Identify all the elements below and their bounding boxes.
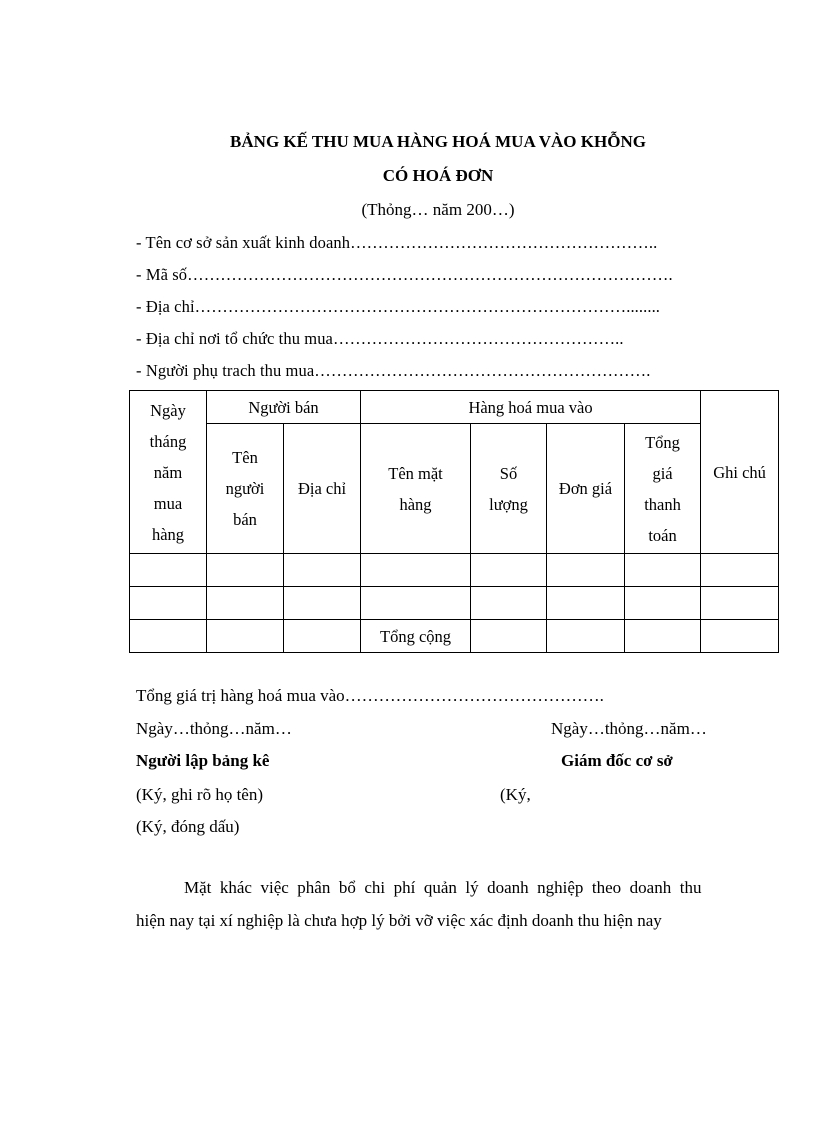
header-seller-name: Tên người bán [207, 424, 284, 554]
table-row [130, 587, 779, 620]
table-cell [130, 587, 207, 620]
table-cell [207, 620, 284, 653]
table-row [130, 554, 779, 587]
table-cell [361, 554, 471, 587]
total-value-line: Tổng giá trị hàng hoá mua vào………………………………………. [136, 686, 604, 705]
header-date: Ngày tháng năm mua hàng [130, 391, 207, 554]
header-quantity: Số lượng [471, 424, 547, 554]
table-cell [284, 554, 361, 587]
table-cell [130, 620, 207, 653]
date-right: Ngày…thỏng…năm… [551, 719, 707, 738]
field-purchase-manager: - Người phụ trach thu mua……………………………………………………. [136, 361, 651, 380]
date-left: Ngày…thỏng…năm… [136, 719, 292, 738]
table-cell [207, 554, 284, 587]
total-label: Tổng cộng [361, 620, 471, 653]
table-cell [284, 620, 361, 653]
table-cell [471, 554, 547, 587]
purchase-table [129, 390, 779, 653]
field-tax-code: - Mã số……………………………………………………………………………. [136, 265, 673, 284]
preparer-label: Người lập bảng kê [136, 751, 270, 770]
director-label: Giám đốc cơ sở [561, 751, 673, 770]
table-cell [471, 620, 547, 653]
table-cell [547, 554, 625, 587]
table-cell [625, 587, 701, 620]
document-title-line2: CÓ HOÁ ĐƠN [382, 166, 494, 185]
header-goods: Hàng hoá mua vào [361, 391, 701, 424]
table-cell [130, 554, 207, 587]
header-item-name: Tên mặt hàng [361, 424, 471, 554]
table-cell [625, 620, 701, 653]
header-total-price: Tổng giá thanh toán [625, 424, 701, 554]
paragraph-line1: Mặt khác việc phân bổ chi phí quản lý doanh nghiệp theo doanh thu [184, 878, 702, 897]
table-cell [471, 587, 547, 620]
table-cell [361, 587, 471, 620]
field-address: - Địa chỉ……………………………………………………………………........ [136, 297, 661, 316]
field-business-name: - Tên cơ sở sản xuất kinh doanh……………………………………………….. [136, 233, 658, 252]
header-seller: Người bán [207, 391, 361, 424]
field-purchase-location: - Địa chỉ nơi tổ chức thu mua…………………………………………….. [136, 329, 624, 348]
paragraph-line2: hiện nay tại xí nghiệp là chưa hợp lý bởi vỡ việc xác định doanh thu hiện nay [136, 911, 662, 930]
table-cell [284, 587, 361, 620]
document-title-line1: BẢNG KẾ THU MUA HÀNG HOÁ MUA VÀO KHỖNG [230, 132, 646, 151]
sign-right: (Ký, [500, 785, 531, 804]
table-cell [701, 620, 779, 653]
document-period: (Thỏng… năm 200…) [361, 200, 515, 219]
header-seller-address: Địa chỉ [284, 424, 361, 554]
table-cell [625, 554, 701, 587]
header-unit-price: Đơn giá [547, 424, 625, 554]
table-cell [547, 587, 625, 620]
table-cell [701, 587, 779, 620]
header-notes: Ghi chú [701, 391, 779, 554]
table-cell [547, 620, 625, 653]
table-total-row [130, 620, 779, 653]
sign-left: (Ký, ghi rõ họ tên) [136, 785, 264, 804]
table-cell [207, 587, 284, 620]
table-cell [701, 554, 779, 587]
stamp-note: (Ký, đóng dấu) [136, 817, 240, 836]
